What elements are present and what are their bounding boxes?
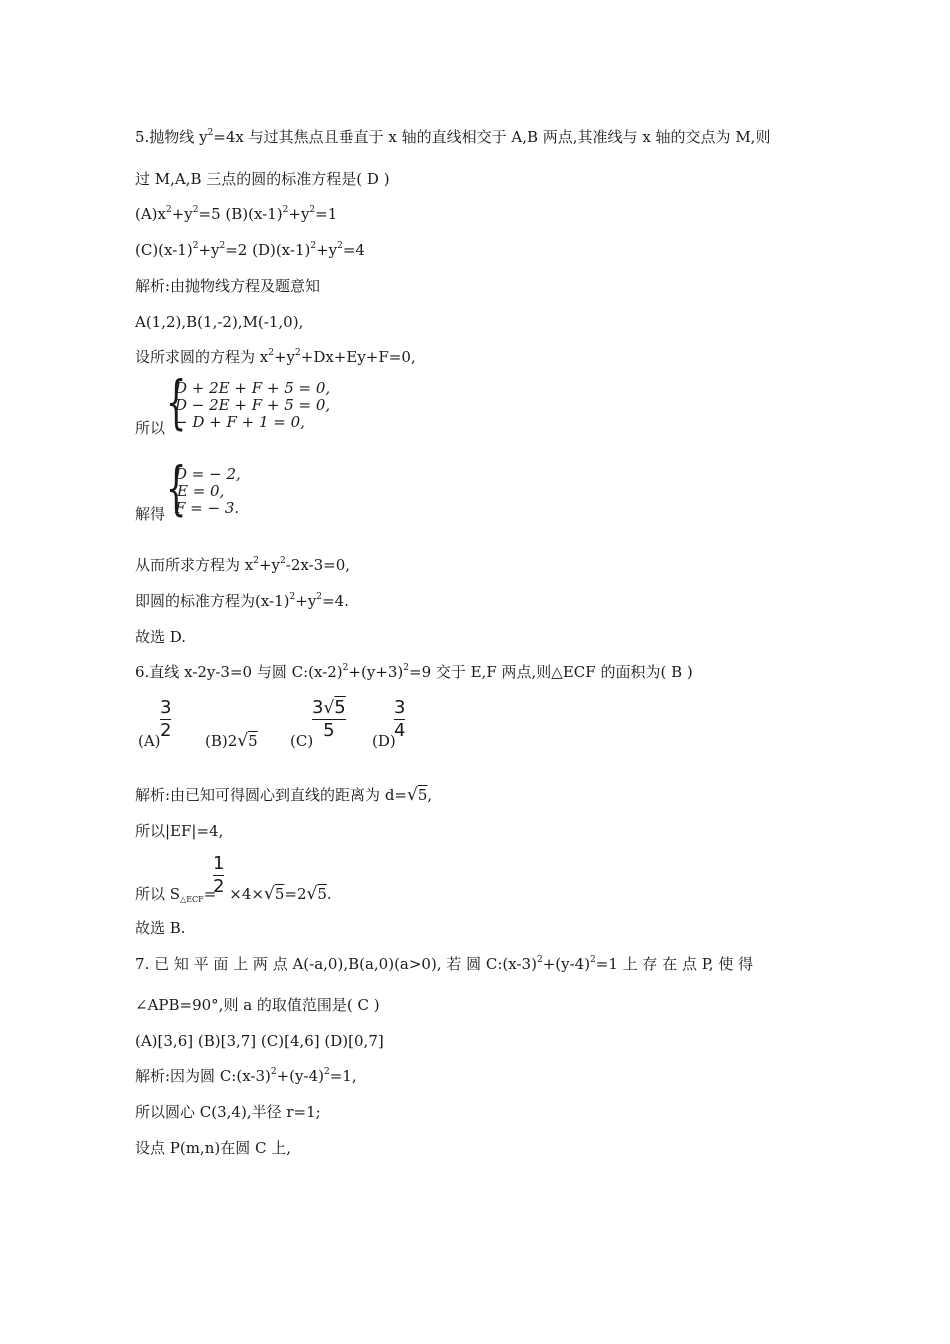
q5-system-eq2: D − 2E + F + 5 = 0,: [175, 396, 331, 414]
q6-area-equals: =: [203, 885, 217, 903]
q6-option-d-denominator: 4: [394, 720, 406, 741]
q5-system-label: 所以: [135, 419, 166, 437]
q5-answer: 故选 D.: [135, 628, 187, 646]
q6-option-a-numerator: 3: [160, 697, 172, 718]
q6-option-d-fraction: [394, 697, 405, 742]
q6-option-a-denominator: 2: [160, 720, 172, 741]
q6-option-c-denominator: 5: [323, 720, 335, 741]
q7-solution-center: 所以圆心 C(3,4),半径 r=1;: [135, 1103, 321, 1121]
q6-area-radicand: 5: [274, 885, 285, 903]
q5-solution-result: 从而所求方程为 $x^2+y^2-2x-3=0$,: [135, 556, 351, 574]
q6-option-b: [205, 731, 258, 751]
q6-area-half-fraction: [213, 853, 224, 898]
q7-stem-line1: 7. 已 知 平 面 上 两 点 A(-a,0),B(a,0)(a>0), 若 圆 $C:(x-3)^2+(y-4)^2=1$ 上 存 在 点 P, 使 得: [135, 955, 754, 973]
q5-stem-line1: 5.抛物线 $y^2=4x$ 与过其焦点且垂直于 x 轴的直线相交于 A,B 两点,其准线与 x 轴的交点为 M,则: [135, 128, 771, 146]
q5-system-equations: [175, 380, 330, 431]
q5-solution-points: A(1,2),B(1,-2),M(-1,0),: [135, 313, 304, 331]
q6-option-d-numerator: 3: [394, 697, 406, 718]
q5-solution-system: [135, 454, 335, 524]
q6-solution-area: [135, 884, 332, 910]
q6-option-c-label: (C): [290, 732, 314, 750]
q5-options-cd: $(C)(x-1)^2+y^2=2$ $(D)(x-1)^2+y^2=4$: [135, 241, 365, 259]
q7-options: (A)[3,6] (B)[3,7] (C)[4,6] (D)[0,7]: [135, 1032, 384, 1050]
q6-area-radicand-2: 5: [317, 885, 327, 903]
q6-area-equals-2: =2: [284, 885, 307, 903]
q6-option-c-numerator: 3√5: [312, 697, 346, 718]
q5-solved-f: F = − 3.: [175, 499, 240, 517]
q6-option-c-fraction: [312, 697, 346, 742]
q6-option-b-radicand: 5: [248, 732, 258, 750]
q5-solved-label: 解得: [135, 505, 166, 523]
q6-solution-chord: 所以|EF|=4,: [135, 822, 224, 840]
q6-area-mid: ×4×: [229, 885, 264, 903]
sqrt-icon: √: [237, 731, 249, 751]
sqrt-icon: √: [306, 884, 318, 904]
q5-system-eq3: − D + F + 1 = 0,: [175, 413, 305, 431]
q6-option-a-label: (A): [138, 732, 161, 750]
q6-solution-distance: 解析:由已知可得圆心到直线的距离为 d=√5,: [135, 785, 433, 805]
q6-option-b-label: (B)2: [205, 732, 238, 750]
q6-area-prefix: 所以 S: [135, 885, 181, 903]
sqrt-icon: √: [323, 698, 335, 718]
q5-options-ab: $(A)x^2+y^2=5$ $(B)(x-1)^2+y^2=1$: [135, 205, 338, 223]
q6-answer: 故选 B.: [135, 919, 186, 937]
q5-solution-intro: 解析:由抛物线方程及题意知: [135, 277, 321, 295]
q6-area-numerator: 1: [213, 853, 225, 874]
q5-system-eq1: D + 2E + F + 5 = 0,: [175, 379, 331, 397]
q5-equation-system: [135, 368, 385, 438]
q6-area-denominator: 2: [213, 876, 225, 897]
q6-area-end: .: [326, 885, 332, 903]
sqrt-icon: √: [263, 884, 275, 904]
q5-solved-d: D = − 2,: [175, 465, 241, 483]
sqrt-icon: √: [407, 785, 418, 805]
q5-solved-values: [175, 466, 241, 517]
q6-distance-radicand: 5: [417, 786, 428, 804]
q6-solution-distance-text: 解析:由已知可得圆心到直线的距离为 d=: [135, 786, 407, 804]
q7-solution-point: 设点 P(m,n)在圆 C 上,: [135, 1139, 291, 1157]
brace-icon: {: [166, 454, 187, 522]
q7-solution-circle: 解析:因为圆 $C:(x-3)^2+(y-4)^2=1$,: [135, 1067, 357, 1085]
q5-stem-line2: 过 M,A,B 三点的圆的标准方程是( D ): [135, 170, 390, 188]
q6-option-d-label: (D): [372, 732, 396, 750]
q5-solution-standard-form: 即圆的标准方程为$(x-1)^2+y^2=4$.: [135, 592, 349, 610]
q6-stem: 6.直线 x-2y-3=0 与圆 $C:(x-2)^2+(y+3)^2=9$ 交于 E,F 两点,则△ECF 的面积为( B ): [135, 663, 693, 681]
brace-icon: {: [166, 368, 187, 436]
q6-option-a-fraction: [160, 697, 171, 742]
q5-solved-e: E = 0,: [177, 482, 225, 500]
q7-stem-line2: ∠APB=90°,则 a 的取值范围是( C ): [135, 996, 380, 1014]
q6-area-subscript: △ECF: [180, 895, 204, 904]
q5-solution-circle-eq: 设所求圆的方程为 $x^2+y^2+Dx+Ey+F=0$,: [135, 348, 416, 366]
